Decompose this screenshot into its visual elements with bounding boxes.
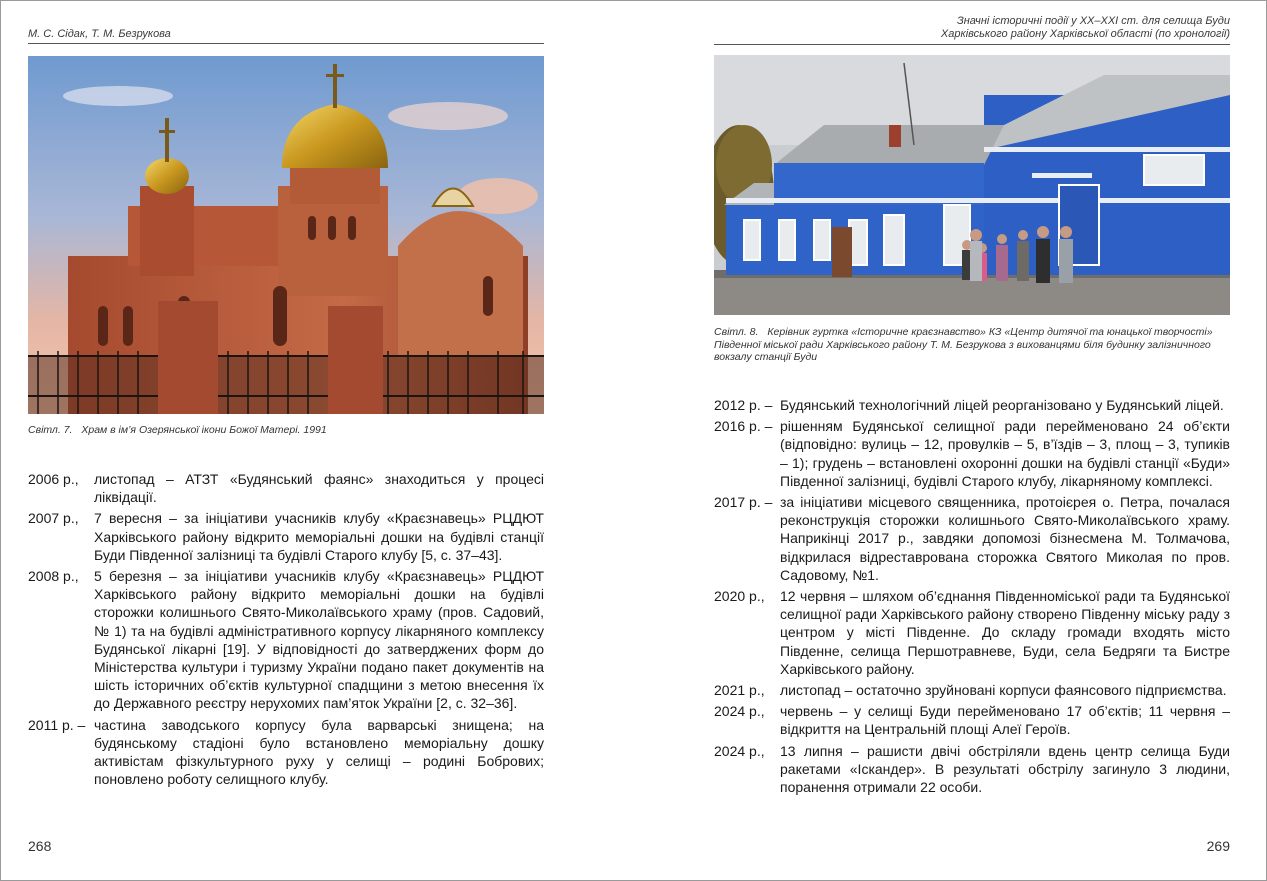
right-page — [714, 0, 1230, 881]
entry-text: червень – у селищі Буди перейменовано 17 об’єктів; 11 червня – відкриття на Центральній площі Алеї Героїв. — [780, 703, 1230, 738]
entry-year: 2012 р. – — [714, 397, 773, 413]
chronology-entry — [28, 567, 544, 713]
left-page-number: 268 — [28, 838, 52, 854]
entry-text: рішенням Будянської селищної ради перейменовано 24 об’єкти (відповідно: вулиць – 12, провулків – 5, в’їздів – 3, площ – 3, тупиків – 1); грудень – встановлені охоронні дошки на будівлі станції «Буди» Південної залізниці, будівлі Старого клубу, лікарняному комплексі. — [780, 418, 1230, 489]
chronology-entry — [714, 681, 1230, 699]
chronology-entry — [28, 509, 544, 564]
caption-text: Храм в ім’я Озерянської ікони Божої Матері. 1991 — [81, 424, 327, 436]
caption-text: Керівник гуртка «Історичне краєзнавство» КЗ «Центр дитячої та юнацької творчості» Південної міської ради Харківського району Т. М. Безрукова з вихованцями біля будинку залізничного вокзалу станції Буди — [714, 326, 1213, 363]
right-chronology — [714, 396, 1230, 799]
entry-year: 2024 р., — [714, 703, 765, 720]
right-running-head — [714, 15, 1230, 45]
entry-year: 2020 р., — [714, 588, 765, 605]
entry-text: 12 червня – шляхом об’єднання Південноміської ради та Будянської селищної ради Харківського району створено Південну міську раду з центром у місті Південне. До складу громади входять місто Південне, селища Першотравневе, Буди, села Бедряги та Бистре Харківського району. — [780, 588, 1230, 677]
right-page-number: 269 — [1206, 838, 1230, 854]
chronology-entry — [714, 396, 1230, 414]
church-photo — [28, 56, 544, 414]
chronology-entry — [28, 716, 544, 789]
chronology-entry — [714, 493, 1230, 584]
entry-text: частина заводського корпусу була варварські знищена; на будянському стадіоні було встановлено меморіальну дошку активістам фізкультурного руху у селищі – родині Бобрових; поновлено роботу селищного клубу. — [94, 716, 544, 788]
caption-label: Світл. 7. — [28, 424, 73, 436]
entry-text: 5 березня – за ініціативи учасників клубу «Краєзнавець» РЦДЮТ Харківського району відкрито меморіальні дошки на будівлі сторожки колишнього Свято-Миколаївського храму (пров. Садовий, № 1) та на будівлі адміністративного корпусу лікарняного комплексу Будянської лікарні [19]. У відповідності до затверджених форм до Міністерства культури і туризму України подано пакет документів на шість історичних об’єктів культурної спадщини з метою внесення їх до Державного реєстру нерухомих пам’яток України [2, с. 32–36]. — [94, 568, 544, 712]
left-page — [28, 0, 544, 881]
entry-text: листопад – АТЗТ «Будянський фаянс» знаходиться у процесі ліквідації. — [94, 471, 544, 506]
entry-text: 7 вересня – за ініціативи учасників клубу «Краєзнавець» РЦДЮТ Харківського району відкрито меморіальні дошки на будівлі станції Буди Південної залізниці та будівлі Старого клубу [5, с. 37–43]. — [94, 510, 544, 563]
chronology-entry — [714, 742, 1230, 797]
chronology-entry — [714, 702, 1230, 738]
entry-year: 2024 р., — [714, 742, 765, 759]
church-illustration — [28, 56, 544, 414]
entry-year: 2008 р., — [28, 568, 79, 585]
entry-text: листопад – остаточно зруйновані корпуси фаянсового підприємства. — [780, 682, 1227, 699]
entry-year: 2007 р., — [28, 510, 79, 527]
right-photo-caption — [714, 326, 1230, 364]
entry-year: 2021 р., — [714, 682, 765, 699]
chronology-entry — [714, 417, 1230, 490]
station-photo — [714, 55, 1230, 315]
caption-label: Світл. 8. — [714, 326, 759, 338]
running-head-line-2: Харківського району Харківської області (по хронології) — [940, 28, 1230, 40]
entry-year: 2011 р. – — [28, 716, 86, 733]
chronology-entry — [28, 470, 544, 506]
entry-text: за ініціативи місцевого священника, протоієрея о. Петра, почалася реконструкція сторожки колишнього Свято-Миколаївського храму. Наприкінці 2017 р., завдяки допомозі бізнесмена М. Толмачова, відкрилася відреставрована сторожка Святого Миколая по пров. Садовому, №1. — [780, 494, 1230, 583]
left-photo-caption — [28, 424, 544, 437]
station-illustration — [714, 55, 1230, 315]
entry-text: 13 липня – рашисти двічі обстріляли вдень центр селища Буди ракетами «Іскандер». В результаті обстрілу загинуло 3 людини, поранення отримали 22 особи. — [780, 742, 1230, 796]
left-running-head: М. С. Сідак, Т. М. Безрукова — [28, 28, 544, 44]
left-chronology — [28, 470, 544, 791]
entry-year: 2017 р. – — [714, 494, 773, 511]
entry-text: Будянський технологічний ліцей реорганізовано у Будянський ліцей. — [780, 397, 1224, 413]
chronology-entry — [714, 587, 1230, 678]
running-head-line-1: Значні історичні події у ХХ–ХХІ ст. для селища Буди — [956, 15, 1230, 27]
entry-year: 2016 р. – — [714, 418, 773, 435]
entry-year: 2006 р., — [28, 471, 79, 487]
